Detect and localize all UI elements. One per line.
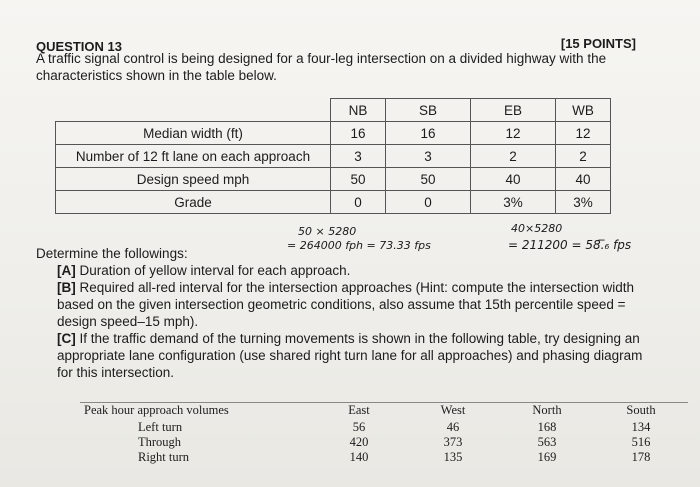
column-header: NB bbox=[331, 99, 386, 122]
item-tag: [B] bbox=[57, 280, 76, 295]
table-cell: 169 bbox=[537, 450, 557, 464]
row-label: Right turn bbox=[138, 450, 190, 464]
row-label: Median width (ft) bbox=[56, 122, 331, 145]
item-c bbox=[57, 330, 657, 381]
column-header: SB bbox=[386, 99, 471, 122]
item-text: Duration of yellow interval for each approach. bbox=[75, 263, 351, 278]
column-header: WB bbox=[556, 99, 611, 122]
table-row bbox=[80, 450, 688, 465]
table-cell: 46 bbox=[446, 420, 460, 434]
question-number: QUESTION 13 bbox=[36, 39, 122, 54]
column-header: North bbox=[500, 403, 594, 421]
table-row bbox=[56, 168, 611, 191]
column-header: South bbox=[594, 403, 688, 421]
table-cell: 516 bbox=[631, 435, 651, 449]
table-header-row bbox=[56, 99, 611, 122]
table-cell: 168 bbox=[537, 420, 557, 434]
table-cell: 134 bbox=[631, 420, 651, 434]
table-cell: 0 bbox=[386, 191, 471, 214]
item-a bbox=[57, 262, 657, 279]
handwritten-note-nb-line2: = 264000 fph = 73.33 fps bbox=[287, 239, 431, 252]
item-text: If the traffic demand of the turning movements is shown in the following table, try designing an appropriate lane configuration (use shared right turn lane for all approaches) and phasing diagram for this intersection. bbox=[57, 331, 643, 380]
question-points: [15 POINTS] bbox=[560, 36, 636, 51]
table-row bbox=[56, 191, 611, 214]
column-header: EB bbox=[471, 99, 556, 122]
row-label: Through bbox=[138, 435, 182, 449]
table-cell: 3 bbox=[331, 145, 386, 168]
table-corner bbox=[56, 99, 331, 122]
table-cell: 563 bbox=[537, 435, 557, 449]
row-label: Design speed mph bbox=[56, 168, 331, 191]
determine-text: Determine the followings: bbox=[36, 246, 188, 261]
table-cell: 178 bbox=[631, 450, 651, 464]
row-label: Grade bbox=[56, 191, 331, 214]
traffic-volume-table bbox=[80, 402, 688, 465]
column-header: East bbox=[312, 403, 406, 421]
row-label: Number of 12 ft lane on each approach bbox=[56, 145, 331, 168]
table-cell: 2 bbox=[471, 145, 556, 168]
column-header: West bbox=[406, 403, 500, 421]
table-cell: 0 bbox=[331, 191, 386, 214]
row-label: Left turn bbox=[138, 420, 183, 434]
table-cell: 12 bbox=[556, 122, 611, 145]
table-row bbox=[80, 420, 688, 435]
table-cell: 40 bbox=[556, 168, 611, 191]
table-cell: 50 bbox=[331, 168, 386, 191]
table-row bbox=[56, 145, 611, 168]
table-cell: 2 bbox=[556, 145, 611, 168]
item-text: Required all-red interval for the intersection approaches (Hint: compute the intersection width based on the given intersection geometric conditions, also assume that 15th percentile speed = design speed–15 mph). bbox=[57, 280, 635, 329]
table-cell: 3% bbox=[471, 191, 556, 214]
handwritten-note-nb-line1: 50 × 5280 bbox=[298, 225, 357, 238]
question-items bbox=[57, 262, 657, 381]
handwritten-note-eb-line1: 40×5280 bbox=[511, 222, 563, 235]
table-cell: 16 bbox=[331, 122, 386, 145]
characteristics-table bbox=[55, 98, 611, 214]
table-header-row bbox=[80, 403, 688, 421]
table-header-label: Peak hour approach volumes bbox=[80, 403, 312, 421]
table-cell: 16 bbox=[386, 122, 471, 145]
table-cell: 135 bbox=[443, 450, 463, 464]
table-cell: 56 bbox=[352, 420, 366, 434]
table-cell: 420 bbox=[349, 435, 369, 449]
table-cell: 50 bbox=[386, 168, 471, 191]
table-cell: 12 bbox=[471, 122, 556, 145]
table-cell: 3% bbox=[556, 191, 611, 214]
item-b bbox=[57, 279, 657, 330]
table-row bbox=[80, 435, 688, 450]
table-cell: 140 bbox=[349, 450, 369, 464]
item-tag: [C] bbox=[57, 331, 76, 346]
intro-text: A traffic signal control is being designed for a four-leg intersection on a divided highway with the characteristics shown in the table below. bbox=[36, 51, 607, 83]
table-cell: 3 bbox=[386, 145, 471, 168]
table-cell: 40 bbox=[471, 168, 556, 191]
item-tag: [A] bbox=[57, 263, 76, 278]
handwritten-note-eb-line2: = 211200 = 58.̅₆ fps bbox=[508, 238, 632, 252]
table-cell: 373 bbox=[443, 435, 463, 449]
table-row bbox=[56, 122, 611, 145]
